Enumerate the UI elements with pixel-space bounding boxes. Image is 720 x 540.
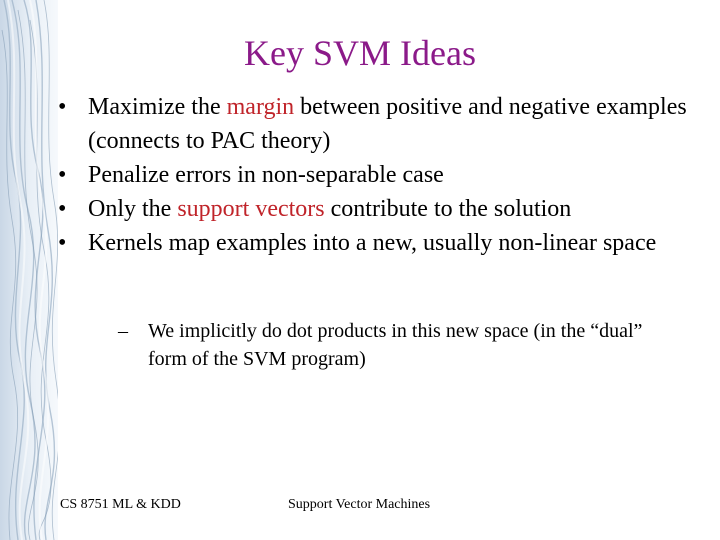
bullet-symbol: • bbox=[58, 162, 67, 188]
marble-texture-strip bbox=[0, 0, 58, 540]
bullet-symbol: • bbox=[58, 230, 67, 256]
bullet-symbol: • bbox=[58, 196, 67, 222]
bullet-text-after: contribute to the solution bbox=[324, 196, 572, 222]
footer-course: CS 8751 ML & KDD bbox=[60, 497, 181, 512]
bullet-text-before: Only the bbox=[88, 196, 178, 222]
sub-bullet-item bbox=[118, 317, 678, 373]
bullet-item bbox=[58, 90, 708, 158]
sub-bullet-symbol: – bbox=[118, 320, 128, 342]
bullet-item bbox=[58, 226, 708, 260]
bullet-item bbox=[58, 192, 708, 226]
bullet-item bbox=[58, 158, 708, 192]
bullet-text: Penalize errors in non-separable case bbox=[88, 162, 444, 188]
footer-topic: Support Vector Machines bbox=[288, 497, 431, 512]
sub-bullet-list bbox=[118, 317, 678, 373]
bullet-symbol: • bbox=[58, 94, 67, 120]
bullet-text-before: Maximize the bbox=[88, 94, 227, 120]
bullet-text: Kernels map examples into a new, usually non-linear space bbox=[88, 230, 657, 256]
bullet-list bbox=[58, 90, 708, 260]
slide-title: Key SVM Ideas bbox=[244, 33, 476, 73]
sub-bullet-text: We implicitly do dot products in this new space (in the “dual” form of the SVM program) bbox=[148, 320, 643, 370]
bullet-highlight-margin: margin bbox=[226, 94, 295, 120]
bullet-highlight-support-vectors: support vectors bbox=[177, 196, 325, 222]
marble-texture-graphic bbox=[0, 0, 58, 540]
bullet-text-after: between positive and negative examples (connects to PAC theory) bbox=[88, 94, 687, 154]
